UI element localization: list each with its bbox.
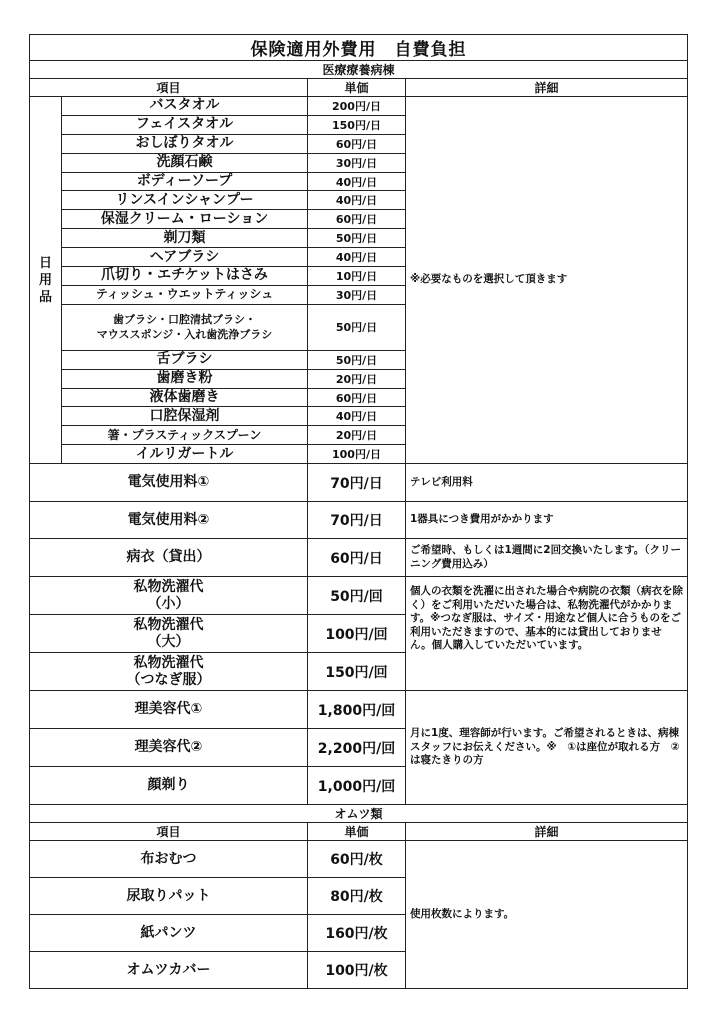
daily-item-name: リンスインシャンプー <box>62 191 308 210</box>
daily-item-name: 口腔保湿剤 <box>62 407 308 426</box>
diaper-name: 尿取りパット <box>30 878 308 915</box>
gown-name: 病衣（貸出） <box>30 539 308 577</box>
page-title: 保険適用外費用 自費負担 <box>30 35 688 61</box>
laundry-row <box>30 577 688 615</box>
daily-item-name <box>62 304 308 350</box>
daily-item-name: 舌ブラシ <box>62 350 308 369</box>
daily-item-price: 200円/日 <box>308 97 406 116</box>
daily-item-name: ボディーソープ <box>62 172 308 191</box>
daily-item-price: 40円/日 <box>308 248 406 267</box>
daily-item-price: 60円/日 <box>308 210 406 229</box>
header-price-2: 単価 <box>308 823 406 841</box>
daily-item-price: 50円/日 <box>308 229 406 248</box>
daily-item-price: 50円/日 <box>308 350 406 369</box>
daily-item-name-line2: マウススポンジ・入れ歯洗浄ブラシ <box>96 328 273 342</box>
daily-item-name-line1: 歯ブラシ・口腔清拭ブラシ・ <box>113 313 256 327</box>
diaper-price: 60円/枚 <box>308 841 406 878</box>
diaper-name: 紙パンツ <box>30 915 308 952</box>
gown-detail: ご希望時、もしくは1週間に2回交換いたします。（クリーニング費用込み） <box>406 539 688 577</box>
daily-goods-label-char: 日 <box>38 255 52 271</box>
laundry-name <box>30 577 308 615</box>
daily-item-price: 10円/日 <box>308 267 406 286</box>
beauty-price: 1,800円/回 <box>308 691 406 729</box>
laundry-price: 100円/回 <box>308 615 406 653</box>
daily-item-price: 20円/日 <box>308 369 406 388</box>
header-detail: 詳細 <box>406 79 688 97</box>
diaper-row <box>30 841 688 878</box>
daily-item-price: 30円/日 <box>308 153 406 172</box>
daily-item-name: バスタオル <box>62 97 308 116</box>
daily-goods-label <box>30 97 62 464</box>
beauty-name: 顔剃り <box>30 767 308 805</box>
laundry-name-line2: （小） <box>147 595 190 612</box>
daily-goods-label-char: 用 <box>38 272 52 288</box>
daily-item-price: 60円/日 <box>308 134 406 153</box>
daily-item-name: 歯磨き粉 <box>62 369 308 388</box>
daily-item-name: フェイスタオル <box>62 115 308 134</box>
laundry-name-line1: 私物洗濯代 <box>133 616 204 633</box>
daily-item-price: 40円/日 <box>308 407 406 426</box>
daily-item-price: 20円/日 <box>308 426 406 445</box>
electric2-price: 70円/日 <box>308 502 406 539</box>
diaper-price: 80円/枚 <box>308 878 406 915</box>
daily-item-name: 保湿クリーム・ローション <box>62 210 308 229</box>
diaper-detail: 使用枚数によります。 <box>406 841 688 989</box>
daily-item-name: 爪切り・エチケットはさみ <box>62 267 308 286</box>
electric1-detail: テレビ利用料 <box>406 464 688 502</box>
beauty-name: 理美容代② <box>30 729 308 767</box>
laundry-detail: 個人の衣類を洗濯に出された場合や病院の衣類（病衣を除く）をご利用いただいた場合は、私物洗濯代がかかります。※つなぎ服は、サイズ・用途など個人に合うものをご利用いただきますので、基本的には貸出しておりません。個人購入していただいています。 <box>406 577 688 691</box>
electric2-name: 電気使用料② <box>30 502 308 539</box>
header-price: 単価 <box>308 79 406 97</box>
daily-goods-label-char: 品 <box>38 289 52 305</box>
daily-item-name: ヘアブラシ <box>62 248 308 267</box>
daily-item-price: 150円/日 <box>308 115 406 134</box>
beauty-price: 1,000円/回 <box>308 767 406 805</box>
daily-item-price: 50円/日 <box>308 304 406 350</box>
section-title-diapers: オムツ類 <box>30 805 688 823</box>
daily-item-price: 30円/日 <box>308 285 406 304</box>
beauty-price: 2,200円/回 <box>308 729 406 767</box>
electric1-name: 電気使用料① <box>30 464 308 502</box>
laundry-name-line2: （つなぎ服） <box>126 671 211 688</box>
daily-item-name: おしぼりタオル <box>62 134 308 153</box>
header-item-2: 項目 <box>30 823 308 841</box>
laundry-price: 50円/回 <box>308 577 406 615</box>
diaper-name: オムツカバー <box>30 952 308 989</box>
electric1-price: 70円/日 <box>308 464 406 502</box>
diaper-price: 100円/枚 <box>308 952 406 989</box>
daily-item-price: 100円/日 <box>308 445 406 464</box>
daily-item-name: ティッシュ・ウエットティッシュ <box>62 285 308 304</box>
daily-detail: ※必要なものを選択して頂きます <box>406 97 688 464</box>
beauty-name: 理美容代① <box>30 691 308 729</box>
laundry-name-line1: 私物洗濯代 <box>133 654 204 671</box>
laundry-name <box>30 615 308 653</box>
daily-item-price: 40円/日 <box>308 172 406 191</box>
daily-item-price: 60円/日 <box>308 388 406 407</box>
laundry-price: 150円/回 <box>308 653 406 691</box>
daily-item-name: 洗顔石鹸 <box>62 153 308 172</box>
diaper-price: 160円/枚 <box>308 915 406 952</box>
daily-item-name: 箸・プラスティックスプーン <box>62 426 308 445</box>
section-title-ward: 医療療養病棟 <box>30 61 688 79</box>
laundry-name-line2: （大） <box>147 633 190 650</box>
electric2-detail: 1器具につき費用がかかります <box>406 502 688 539</box>
daily-item-row <box>30 97 688 116</box>
daily-item-name: 剃刀類 <box>62 229 308 248</box>
fee-table <box>29 34 688 989</box>
beauty-detail: 月に1度、理容師が行います。ご希望されるときは、病棟スタッフにお伝えください。※ ①は座位が取れる方 ②は寝たきりの方 <box>406 691 688 805</box>
header-item: 項目 <box>30 79 308 97</box>
diaper-name: 布おむつ <box>30 841 308 878</box>
laundry-name <box>30 653 308 691</box>
header-detail-2: 詳細 <box>406 823 688 841</box>
daily-item-name: 液体歯磨き <box>62 388 308 407</box>
daily-item-price: 40円/日 <box>308 191 406 210</box>
gown-price: 60円/日 <box>308 539 406 577</box>
beauty-row <box>30 691 688 729</box>
laundry-name-line1: 私物洗濯代 <box>133 578 204 595</box>
daily-item-name: イルリガートル <box>62 445 308 464</box>
